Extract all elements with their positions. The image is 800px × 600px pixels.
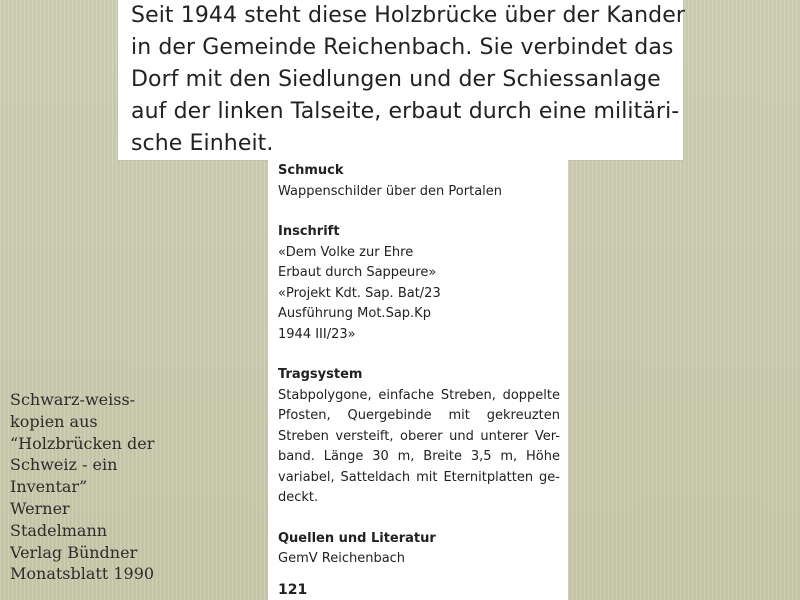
section-line: Pfosten, Quergebinde mit gekreuzten (278, 408, 560, 423)
credit-line: Schwarz-weiss- (10, 390, 136, 409)
section-heading: Schmuck (278, 163, 344, 178)
section-tragsystem (278, 365, 560, 509)
section-line: Ausführung Mot.Sap.Kp (278, 306, 431, 321)
credit-line: Verlag Bündner (10, 542, 138, 562)
section-line: variabel, Satteldach mit Eternitplatten ge- (278, 469, 560, 485)
credit-line: “Holzbrücken der (10, 433, 155, 453)
section-line: «Dem Volke zur Ehre (278, 244, 414, 260)
intro-line: in der Gemeinde Reichenbach. Sie verbindet das (131, 35, 674, 60)
credit-line: Inventar” (10, 477, 88, 497)
intro-text (131, 0, 686, 160)
section-line: Erbaut durch Sappeure» (278, 265, 437, 280)
page-number: 121 (278, 582, 308, 598)
section-heading: Quellen und Literatur (278, 530, 436, 546)
section-line: Streben versteift, oberer und unterer Ver- (278, 428, 560, 444)
section-heading: Inschrift (278, 224, 340, 239)
intro-line: Seit 1944 steht diese Holzbrücke über der Kander (131, 3, 686, 28)
intro-line: sche Einheit. (131, 131, 274, 156)
section-schmuck (278, 161, 560, 202)
credit-line: Werner (10, 498, 70, 518)
section-line: Stabpolygone, einfache Streben, doppelte (278, 387, 560, 403)
section-line: band. Länge 30 m, Breite 3,5 m, Höhe (278, 449, 560, 464)
section-inschrift (278, 222, 560, 345)
section-heading: Tragsystem (278, 367, 363, 382)
credit-text (10, 389, 170, 585)
credit-line: kopien aus (10, 411, 98, 431)
intro-line: Dorf mit den Siedlungen und der Schiessanlage (131, 67, 661, 92)
section-line: Wappenschilder über den Portalen (278, 183, 503, 199)
section-line: deckt. (278, 490, 319, 505)
intro-line: auf der linken Talseite, erbaut durch eine militäri- (131, 99, 680, 124)
document-content (278, 161, 560, 590)
credit-line: Schweiz - ein (10, 455, 118, 475)
credit-line: Monatsblatt 1990 (10, 564, 155, 584)
section-quellen (278, 529, 560, 570)
section-line: GemV Reichenbach (278, 551, 406, 566)
document-panel (268, 157, 568, 600)
intro-panel (118, 0, 686, 160)
section-line: 1944 III/23» (278, 326, 356, 342)
section-line: «Projekt Kdt. Sap. Bat/23 (278, 285, 441, 301)
credit-line: Stadelmann (10, 520, 108, 540)
